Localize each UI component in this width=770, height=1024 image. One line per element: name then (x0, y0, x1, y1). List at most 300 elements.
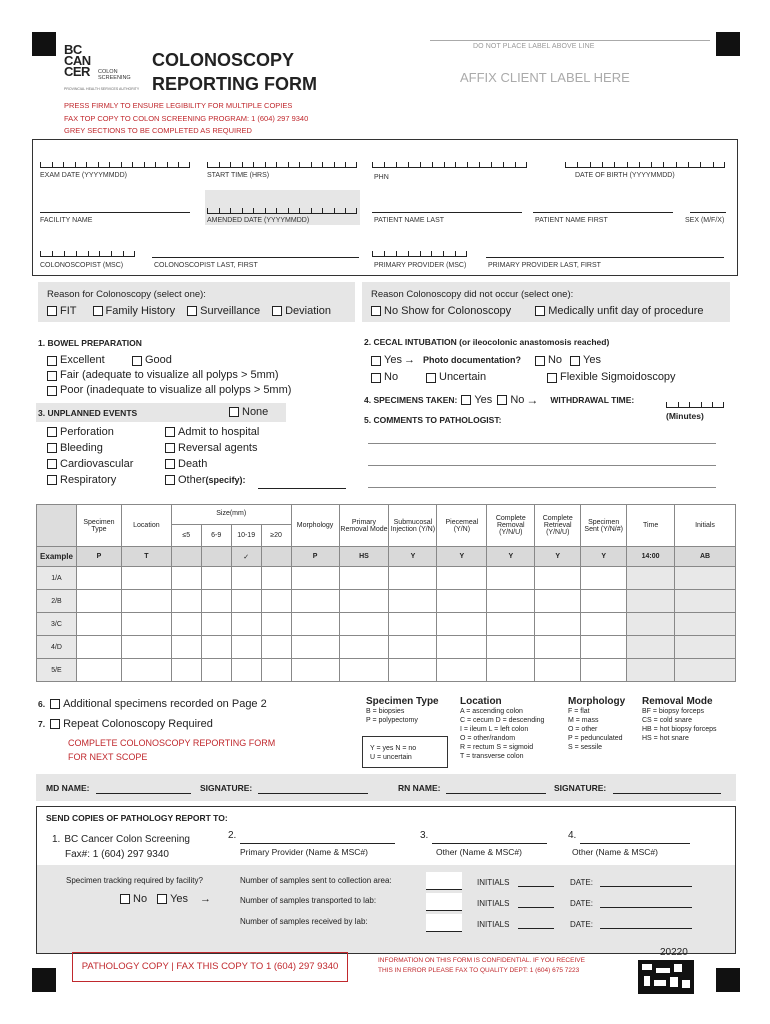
amended-date-label: AMENDED DATE (YYYYMMDD) (207, 217, 310, 224)
location-cell[interactable] (121, 567, 171, 590)
header-primary-removal: Primary Removal Mode (339, 505, 389, 547)
reason-title: Reason for Colonoscopy (select one): (47, 289, 206, 300)
retrieval-cell[interactable] (535, 636, 581, 659)
reason-not-options (371, 305, 704, 317)
copy-3-field[interactable] (432, 843, 547, 844)
complete-removal-cell[interactable] (487, 636, 535, 659)
cecal-title: 2. CECAL INTUBATION (or ileocolonic anastomosis reached) (364, 337, 610, 347)
form-number: 20220 (660, 947, 688, 958)
specimen-type-cell[interactable] (76, 613, 121, 636)
initials-cell[interactable] (675, 636, 736, 659)
colonoscopist-name-field[interactable] (152, 257, 359, 258)
example-sent: Y (581, 547, 627, 567)
copy-2-number: 2. (228, 830, 237, 841)
date-label-2: DATE: (570, 899, 593, 908)
colonoscopist-msc-label: COLONOSCOPIST (MSC) (40, 262, 124, 269)
flex-sig-checkbox[interactable] (547, 373, 557, 383)
specimens-title: 4. SPECIMENS TAKEN: (364, 395, 458, 405)
legend-morphology: Morphology F = flat M = mass O = other P = pedunculated S = sessile (568, 696, 626, 751)
rn-name-field[interactable] (446, 793, 546, 794)
provider-msc-label: PRIMARY PROVIDER (MSC) (374, 262, 467, 269)
morphology-cell[interactable] (291, 613, 339, 636)
location-cell[interactable] (121, 636, 171, 659)
size-cell[interactable] (201, 636, 231, 659)
header-blank (37, 505, 77, 547)
sent-cell[interactable] (581, 567, 627, 590)
patient-last-field[interactable] (372, 212, 522, 213)
size-cell[interactable] (261, 590, 291, 613)
size-cell[interactable] (231, 659, 261, 682)
removal-cell[interactable] (339, 659, 389, 682)
none-checkbox[interactable] (229, 407, 239, 417)
none-label: None (242, 406, 269, 418)
repeat-colonoscopy-label: Repeat Colonoscopy Required (63, 718, 213, 730)
sent-cell[interactable] (581, 636, 627, 659)
md-signature-field[interactable] (258, 793, 368, 794)
no-show-checkbox[interactable] (371, 306, 381, 316)
q6-number: 6. (38, 699, 46, 709)
retrieval-cell[interactable] (535, 590, 581, 613)
confidential-notice: INFORMATION ON THIS FORM IS CONFIDENTIAL. IF YOU RECEIVE THIS IN ERROR PLEASE FAX TO QUALITY DEPT: 1 (604) 675 7223 (378, 957, 585, 974)
morphology-cell[interactable] (291, 567, 339, 590)
medically-unfit-label: Medically unfit day of procedure (548, 305, 704, 317)
complete-removal-cell[interactable] (487, 567, 535, 590)
legend-yn: Y = yes N = no U = uncertain (370, 745, 417, 761)
family-history-label: Family History (105, 305, 176, 317)
specimens-yes-label: Yes (474, 394, 493, 406)
row-label: 4/D (37, 636, 77, 659)
row-label: 5/E (37, 659, 77, 682)
page-title: COLONOSCOPY REPORTING FORM (152, 50, 317, 94)
example-size-ge20 (261, 547, 291, 567)
table-row (37, 659, 736, 682)
admit-checkbox[interactable] (165, 427, 175, 437)
cardiovascular-checkbox[interactable] (47, 459, 57, 469)
size-cell[interactable] (231, 590, 261, 613)
header-complete-retrieval: Complete Retrieval (Y/N/U) (535, 505, 581, 547)
header-submucosal: Submucosal Injection (Y/N) (389, 505, 437, 547)
specify-label: (specify): (205, 475, 246, 485)
facility-label: FACILITY NAME (40, 217, 93, 224)
time-cell[interactable] (627, 659, 675, 682)
facility-field[interactable] (40, 212, 190, 213)
samples-received-input[interactable] (426, 914, 462, 932)
comments-line-1[interactable] (368, 443, 716, 444)
piecemeal-cell[interactable] (437, 590, 487, 613)
exam-date-label: EXAM DATE (YYYYMMDD) (40, 172, 127, 179)
amended-date-field[interactable] (207, 208, 357, 214)
specimen-type-cell[interactable] (76, 636, 121, 659)
specimens-yes-checkbox[interactable] (461, 395, 471, 405)
perforation-label: Perforation (60, 426, 114, 438)
tracking-received-label: Number of samples received by lab: (240, 917, 368, 926)
good-checkbox[interactable] (132, 356, 142, 366)
comments-line-2[interactable] (368, 465, 716, 466)
initials-field-3[interactable] (518, 928, 554, 929)
date-label-1: DATE: (570, 878, 593, 887)
location-cell[interactable] (121, 613, 171, 636)
rn-signature-label: SIGNATURE: (554, 783, 607, 793)
phn-label: PHN (374, 174, 389, 181)
colonoscopist-name-label: COLONOSCOPIST LAST, FIRST (154, 262, 258, 269)
initials-label-3: INITIALS (477, 920, 510, 929)
size-cell[interactable] (231, 613, 261, 636)
bowel-prep-options (47, 353, 291, 398)
sent-cell[interactable] (581, 613, 627, 636)
example-piecemeal: Y (437, 547, 487, 567)
specimen-type-cell[interactable] (76, 659, 121, 682)
md-name-label: MD NAME: (46, 783, 90, 793)
copies-title: SEND COPIES OF PATHOLOGY REPORT TO: (46, 813, 228, 823)
morphology-cell[interactable] (291, 590, 339, 613)
size-cell[interactable] (201, 590, 231, 613)
signature-bar (36, 774, 736, 801)
example-retrieval: Y (535, 547, 581, 567)
reversal-checkbox[interactable] (165, 443, 175, 453)
comments-title: 5. COMMENTS TO PATHOLOGIST: (364, 415, 502, 425)
tracking-yes-checkbox[interactable] (157, 894, 167, 904)
fit-label: FIT (60, 305, 77, 317)
copy-2-label: Primary Provider (Name & MSC#) (240, 847, 368, 857)
photo-yes-label: Yes (583, 354, 601, 366)
table-row (37, 590, 736, 613)
fair-checkbox[interactable] (47, 371, 57, 381)
patient-first-label: PATIENT NAME FIRST (535, 217, 608, 224)
phn-field[interactable] (372, 162, 527, 168)
piecemeal-cell[interactable] (437, 613, 487, 636)
size-cell[interactable] (201, 567, 231, 590)
repeat-colonoscopy-checkbox[interactable] (50, 719, 60, 729)
additional-specimens-checkbox[interactable] (50, 699, 60, 709)
example-label: Example (37, 547, 77, 567)
time-cell[interactable] (627, 567, 675, 590)
provider-name-field[interactable] (486, 257, 724, 258)
example-size-le5 (171, 547, 201, 567)
bleeding-checkbox[interactable] (47, 443, 57, 453)
specimen-type-cell[interactable] (76, 590, 121, 613)
respiratory-label: Respiratory (60, 474, 117, 486)
deviation-checkbox[interactable] (272, 306, 282, 316)
additional-specimens-label: Additional specimens recorded on Page 2 (63, 698, 267, 710)
retrieval-cell[interactable] (535, 567, 581, 590)
specimens-no-checkbox[interactable] (497, 395, 507, 405)
comments-line-3[interactable] (368, 487, 716, 488)
sent-cell[interactable] (581, 659, 627, 682)
reversal-label: Reversal agents (178, 442, 258, 454)
copy-4-label: Other (Name & MSC#) (572, 847, 658, 857)
bc-cancer-logo: BC CAN CER COLON SCREENING PROVINCIAL HEALTH SERVICES AUTHORITY (64, 42, 140, 91)
initials-label-1: INITIALS (477, 878, 510, 887)
size-cell[interactable] (231, 636, 261, 659)
header-size-label: Size(mm) (172, 505, 291, 525)
poor-checkbox[interactable] (47, 386, 57, 396)
example-complete-removal: Y (487, 547, 535, 567)
registration-mark-top-left (32, 32, 56, 56)
photo-no-label: No (547, 354, 563, 366)
example-submucosal: Y (389, 547, 437, 567)
events-none (229, 406, 268, 418)
tracking-yes-label: Yes (170, 893, 189, 905)
tracking-transported-label: Number of samples transported to lab: (240, 896, 377, 905)
example-size-10-19: ✓ (231, 547, 261, 567)
location-cell[interactable] (121, 590, 171, 613)
size-cell[interactable] (171, 636, 201, 659)
photo-no-checkbox[interactable] (535, 356, 545, 366)
header-size-6-9: 6-9 (202, 525, 232, 546)
time-cell[interactable] (627, 590, 675, 613)
minutes-label: (Minutes) (666, 411, 704, 421)
removal-cell[interactable] (339, 613, 389, 636)
dob-label: DATE OF BIRTH (YYYYMMDD) (575, 172, 675, 179)
colonoscopist-msc-field[interactable] (40, 251, 135, 257)
q7-number: 7. (38, 719, 46, 729)
example-time: 14:00 (627, 547, 675, 567)
header-specimen-sent: Specimen Sent (Y/N/#) (581, 505, 627, 547)
morphology-cell[interactable] (291, 659, 339, 682)
admit-label: Admit to hospital (178, 426, 260, 438)
start-time-label: START TIME (HRS) (207, 172, 270, 179)
removal-cell[interactable] (339, 636, 389, 659)
cardiovascular-label: Cardiovascular (60, 458, 134, 470)
provider-name-label: PRIMARY PROVIDER LAST, FIRST (488, 262, 601, 269)
header-initials: Initials (675, 505, 736, 547)
bleeding-label: Bleeding (60, 442, 103, 454)
size-cell[interactable] (171, 590, 201, 613)
example-specimen-type: P (76, 547, 121, 567)
exam-date-field[interactable] (40, 162, 190, 168)
flex-sig-label: Flexible Sigmoidoscopy (560, 371, 676, 383)
initials-field-2[interactable] (518, 907, 554, 908)
sex-field[interactable] (690, 212, 726, 213)
instructions: PRESS FIRMLY TO ENSURE LEGIBILITY FOR MULTIPLE COPIES FAX TOP COPY TO COLON SCREENING PROGRAM: 1 (604) 297 9340 GREY SECTIONS TO BE COMPLETED AS REQUIRED (64, 101, 309, 135)
size-cell[interactable] (171, 613, 201, 636)
question-6 (38, 698, 267, 710)
row-label: 2/B (37, 590, 77, 613)
excellent-checkbox[interactable] (47, 356, 57, 366)
start-time-field[interactable] (207, 162, 357, 168)
table-header-row (37, 505, 736, 547)
complete-removal-cell[interactable] (487, 613, 535, 636)
initials-cell[interactable] (675, 659, 736, 682)
registration-mark-bottom-right (716, 968, 740, 992)
excellent-label: Excellent (60, 354, 105, 366)
label-line (430, 40, 710, 41)
respiratory-checkbox[interactable] (47, 475, 57, 485)
poor-label: Poor (inadequate to visualize all polyps > 5mm) (60, 384, 292, 396)
initials-label-2: INITIALS (477, 899, 510, 908)
dob-field[interactable] (565, 162, 725, 168)
other-checkbox[interactable] (165, 475, 175, 485)
complete-removal-cell[interactable] (487, 659, 535, 682)
repeat-note: COMPLETE COLONOSCOPY REPORTING FORM FOR NEXT SCOPE (68, 738, 276, 762)
other-label: Other (178, 474, 206, 486)
example-row (37, 547, 736, 567)
copy-4-field[interactable] (580, 843, 690, 844)
bowel-prep-title: 1. BOWEL PREPARATION (38, 338, 142, 348)
row-label: 1/A (37, 567, 77, 590)
submucosal-cell[interactable] (389, 636, 437, 659)
reason-options (47, 305, 331, 317)
photo-yes-checkbox[interactable] (570, 356, 580, 366)
header-size (171, 505, 291, 547)
copy-1-number: 1. (52, 834, 61, 845)
initials-cell[interactable] (675, 567, 736, 590)
date-field-2[interactable] (600, 907, 692, 908)
samples-transported-input[interactable] (426, 893, 462, 911)
removal-cell[interactable] (339, 567, 389, 590)
events-left-options (47, 424, 133, 488)
copy-1-name: BC Cancer Colon Screening (64, 834, 190, 845)
row-label: 3/C (37, 613, 77, 636)
no-show-label: No Show for Colonoscopy (384, 305, 512, 317)
sent-cell[interactable] (581, 590, 627, 613)
affix-label-text: AFFIX CLIENT LABEL HERE (460, 70, 630, 85)
piecemeal-cell[interactable] (437, 659, 487, 682)
arrow-icon: → (200, 893, 212, 905)
size-cell[interactable] (261, 659, 291, 682)
initials-cell[interactable] (675, 590, 736, 613)
table-row (37, 613, 736, 636)
specimens-taken (364, 393, 634, 407)
registration-mark-top-right (716, 32, 740, 56)
header-size-le5: ≤5 (172, 525, 202, 546)
medically-unfit-checkbox[interactable] (535, 306, 545, 316)
copy-1 (52, 832, 190, 862)
legend-removal: Removal Mode BF = biopsy forceps CS = cold snare HB = hot biopsy forceps HS = hot snare (642, 696, 717, 742)
copy-3-label: Other (Name & MSC#) (436, 847, 522, 857)
header-specimen-type: Specimen Type (76, 505, 121, 547)
retrieval-cell[interactable] (535, 613, 581, 636)
photo-label: Photo documentation? (422, 355, 521, 365)
date-label-3: DATE: (570, 920, 593, 929)
table-row (37, 567, 736, 590)
example-removal: HS (339, 547, 389, 567)
size-cell[interactable] (171, 567, 201, 590)
samples-sent-input[interactable] (426, 872, 462, 890)
piecemeal-cell[interactable] (437, 636, 487, 659)
reason-not-title: Reason Colonoscopy did not occur (select one): (371, 289, 574, 300)
uncertain-label: Uncertain (439, 371, 487, 383)
example-size-6-9 (201, 547, 231, 567)
piecemeal-cell[interactable] (437, 567, 487, 590)
tracking-question: Specimen tracking required by facility? (66, 876, 203, 885)
specimen-table (36, 504, 736, 682)
size-cell[interactable] (201, 659, 231, 682)
initials-field-1[interactable] (518, 886, 554, 887)
header-size-ge20: ≥20 (270, 532, 282, 539)
header-size-10-19: 10-19 (232, 525, 262, 546)
arrow-icon: → (526, 393, 539, 407)
specimen-type-cell[interactable] (76, 567, 121, 590)
withdrawal-label: WITHDRAWAL TIME: (550, 395, 635, 405)
removal-cell[interactable] (339, 590, 389, 613)
rn-name-label: RN NAME: (398, 783, 441, 793)
table-row (37, 636, 736, 659)
example-morphology: P (291, 547, 339, 567)
submucosal-cell[interactable] (389, 567, 437, 590)
submucosal-cell[interactable] (389, 613, 437, 636)
pathology-copy-banner: PATHOLOGY COPY | FAX THIS COPY TO 1 (604) 297 9340 (72, 952, 348, 982)
header-location: Location (121, 505, 171, 547)
time-cell[interactable] (627, 613, 675, 636)
submucosal-cell[interactable] (389, 659, 437, 682)
surveillance-checkbox[interactable] (187, 306, 197, 316)
size-cell[interactable] (261, 636, 291, 659)
initials-cell[interactable] (675, 613, 736, 636)
withdrawal-time-field[interactable] (666, 402, 724, 408)
deviation-label: Deviation (285, 305, 331, 317)
copy-4-number: 4. (568, 830, 577, 841)
time-cell[interactable] (627, 636, 675, 659)
size-cell[interactable] (171, 659, 201, 682)
legend-specimen-type: Specimen Type B = biopsies P = polypectomy (366, 696, 439, 724)
death-checkbox[interactable] (165, 459, 175, 469)
cecal-no-label: No (384, 371, 399, 383)
header-time: Time (627, 505, 675, 547)
date-field-1[interactable] (600, 886, 692, 887)
header-piecemeal: Piecemeal (Y/N) (437, 505, 487, 547)
date-field-3[interactable] (600, 928, 692, 929)
size-cell[interactable] (231, 567, 261, 590)
location-cell[interactable] (121, 659, 171, 682)
header-complete-removal: Complete Removal (Y/N/U) (487, 505, 535, 547)
sex-label: SEX (M/F/X) (685, 217, 725, 224)
copy-3-number: 3. (420, 830, 429, 841)
arrow-icon: → (403, 354, 415, 366)
size-cell[interactable] (261, 567, 291, 590)
example-location: T (121, 547, 171, 567)
patient-last-label: PATIENT NAME LAST (374, 217, 445, 224)
size-cell[interactable] (261, 613, 291, 636)
retrieval-cell[interactable] (535, 659, 581, 682)
copy-2-field[interactable] (240, 843, 395, 844)
uncertain-checkbox[interactable] (426, 373, 436, 383)
specimens-no-label: No (510, 394, 525, 406)
fair-label: Fair (adequate to visualize all polyps > 5mm) (60, 369, 279, 381)
tracking-sent-label: Number of samples sent to collection area: (240, 876, 392, 885)
patient-first-field[interactable] (533, 212, 673, 213)
tracking-no-checkbox[interactable] (120, 894, 130, 904)
md-name-field[interactable] (96, 793, 191, 794)
copy-1-fax: Fax#: 1 (604) 297 9340 (65, 849, 169, 860)
cecal-yes-checkbox[interactable] (371, 356, 381, 366)
submucosal-cell[interactable] (389, 590, 437, 613)
tracking-options (120, 893, 211, 905)
tracking-no-label: No (133, 893, 148, 905)
rn-signature-field[interactable] (613, 793, 721, 794)
md-signature-label: SIGNATURE: (200, 783, 253, 793)
label-note: DO NOT PLACE LABEL ABOVE LINE (473, 43, 595, 50)
family-history-checkbox[interactable] (93, 306, 103, 316)
header-morphology: Morphology (291, 505, 339, 547)
cecal-no-checkbox[interactable] (371, 373, 381, 383)
events-title: 3. UNPLANNED EVENTS (38, 408, 138, 418)
death-label: Death (178, 458, 208, 470)
fit-checkbox[interactable] (47, 306, 57, 316)
legend-location: Location A = ascending colon C = cecum D = descending I = ileum L = left colon O = other/random R = rectum S = sigmoid T = transverse colon (460, 696, 545, 760)
cecal-yes-label: Yes (384, 354, 402, 366)
perforation-checkbox[interactable] (47, 427, 57, 437)
other-specify-field[interactable] (258, 488, 346, 489)
morphology-cell[interactable] (291, 636, 339, 659)
barcode-icon (638, 960, 694, 994)
example-initials: AB (675, 547, 736, 567)
cecal-options (371, 352, 676, 386)
provider-msc-field[interactable] (372, 251, 467, 257)
size-cell[interactable] (201, 613, 231, 636)
good-label: Good (145, 354, 172, 366)
complete-removal-cell[interactable] (487, 590, 535, 613)
